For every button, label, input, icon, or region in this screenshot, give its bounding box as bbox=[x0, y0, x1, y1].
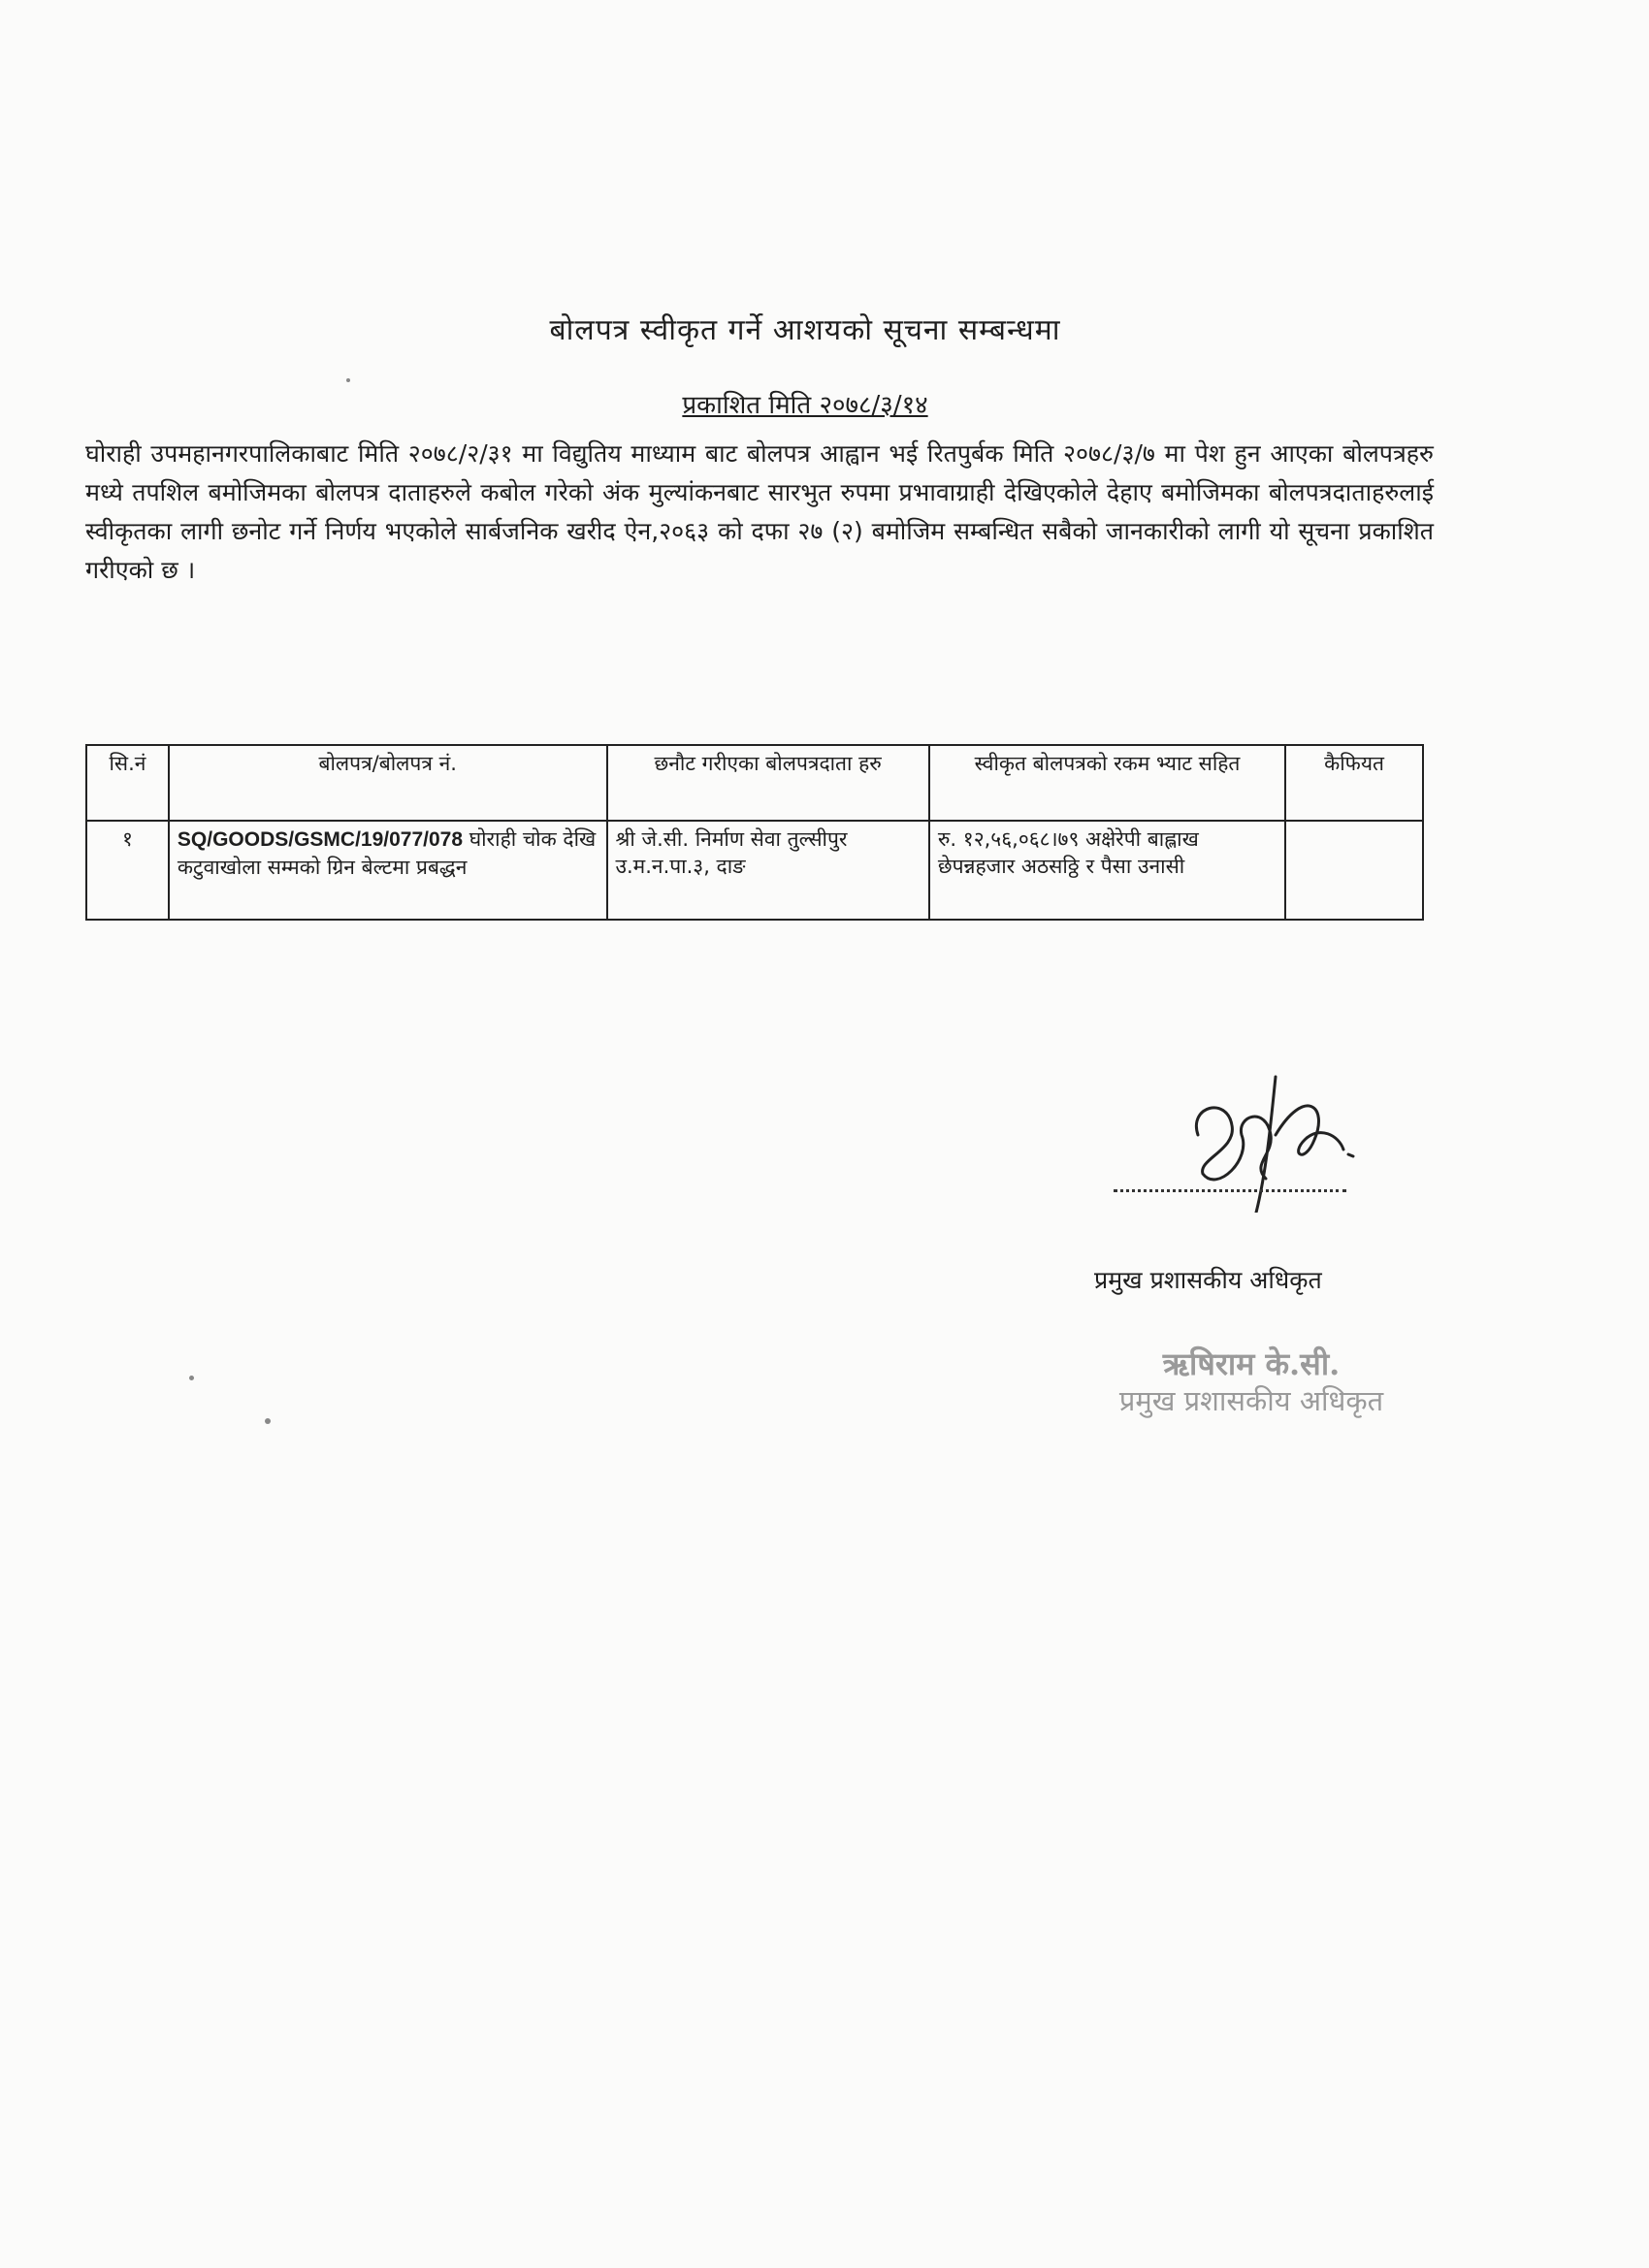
header-amount: स्वीकृत बोलपत्रको रकम भ्याट सहित bbox=[929, 745, 1285, 821]
header-serial: सि.नं bbox=[86, 745, 169, 821]
signatory-title: प्रमुख प्रशासकीय अधिकृत bbox=[1094, 1266, 1322, 1294]
header-bid-number: बोलपत्र/बोलपत्र नं. bbox=[169, 745, 607, 821]
bid-number: SQ/GOODS/GSMC/19/077/078 bbox=[177, 828, 464, 851]
scan-speck bbox=[189, 1376, 194, 1380]
cell-amount: रु. १२,५६,०६८।७९ अक्षेरेपी बाह्लाख छेपन्नहजार अठसठ्ठि र पैसा उनासी bbox=[929, 821, 1285, 920]
signature-line bbox=[1114, 1189, 1346, 1192]
cell-serial: १ bbox=[86, 821, 169, 920]
cell-bid-number bbox=[169, 821, 607, 920]
cell-bidder: श्री जे.सी. निर्माण सेवा तुल्सीपुर उ.म.न.पा.३, दाङ bbox=[607, 821, 929, 920]
scan-speck bbox=[346, 378, 350, 382]
header-remarks: कैफियत bbox=[1285, 745, 1423, 821]
bid-description: घोराही चोक देखि कटुवाखोला सम्मको ग्रिन बेल्टमा प्रबद्धन bbox=[177, 827, 597, 879]
published-date: प्रकाशित मिति २०७८/३/१४ bbox=[682, 391, 928, 420]
notice-body: घोराही उपमहानगरपालिकाबाट मिति २०७८/२/३१ मा विद्युतिय माध्याम बाट बोलपत्र आह्वान भई रितपुर्बक मिति २०७८/३/७ मा पेश हुन आएका बोलपत्रहरु मध्ये तपशिल बमोजिमका बोलपत्र दाताहरुले कबोल गरेको अंक मुल्यांकनबाट सारभुत रुपमा प्रभावाग्राही देखिएकोले देहाए बमोजिमका बोलपत्रदाताहरुलाई स्वीकृतका लागी छनोट गर्ने निर्णय भएकोले सार्बजनिक खरीद ऐन,२०६३ को दफा २७ (२) बमोजिम सम्बन्धित सबैको जानकारीको लागी यो सूचना प्रकाशित गरीएको छ । bbox=[85, 439, 1434, 584]
header-bidder: छनौट गरीएका बोलपत्रदाता हरु bbox=[607, 745, 929, 821]
scan-speck bbox=[265, 1418, 271, 1424]
cell-remarks bbox=[1285, 821, 1423, 920]
table-row bbox=[86, 821, 1423, 920]
notice-title: बोलपत्र स्वीकृत गर्ने आशयको सूचना सम्बन्धमा bbox=[549, 313, 1061, 347]
bid-table bbox=[85, 744, 1424, 921]
stamp-title: प्रमुख प्रशासकीय अधिकृत bbox=[1118, 1384, 1384, 1417]
table-header-row bbox=[86, 745, 1423, 821]
stamp-name: ऋषिराम के.सी. bbox=[1162, 1345, 1341, 1382]
